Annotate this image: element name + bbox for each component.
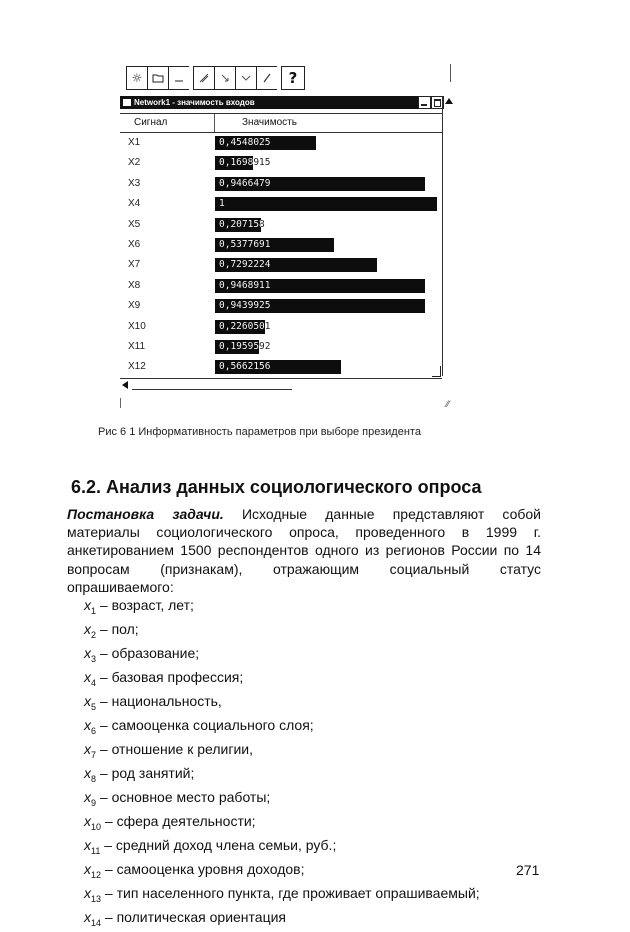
table-row[interactable] <box>120 133 442 153</box>
importance-value: 0,1698915 <box>219 157 271 169</box>
section-heading: 6.2. Анализ данных социологического опроса <box>71 477 482 497</box>
importance-value: 0,7292224 <box>219 259 271 271</box>
list-item <box>84 668 480 692</box>
figure-caption: Рис 6 1 Информативность параметров при выборе президента <box>98 426 421 438</box>
variable-description: – политическая ориентация <box>101 909 287 925</box>
signal-label: X12 <box>128 361 146 373</box>
variable-letter: x <box>84 717 91 733</box>
variable-description: – базовая профессия; <box>96 669 244 685</box>
variable-index: 14 <box>91 917 102 928</box>
horizontal-scrollbar[interactable] <box>120 378 442 391</box>
scroll-up-icon[interactable] <box>445 98 453 104</box>
arrow-icon[interactable] <box>214 66 235 90</box>
variable-letter: x <box>84 909 91 925</box>
variable-index: 4 <box>91 677 97 688</box>
list-item <box>84 812 480 836</box>
list-item <box>84 716 480 740</box>
variable-index: 1 <box>91 605 97 616</box>
variable-symbol <box>84 861 102 880</box>
table-row[interactable] <box>120 255 442 275</box>
variable-letter: x <box>84 645 91 661</box>
variable-index: 11 <box>91 845 101 856</box>
variable-description: – пол; <box>96 621 139 637</box>
table-row[interactable] <box>120 276 442 296</box>
scroll-right-icon[interactable] <box>432 366 446 384</box>
table-row[interactable] <box>120 215 442 235</box>
intro-paragraph <box>67 505 541 596</box>
signal-label: X2 <box>128 157 141 169</box>
variable-symbol <box>84 909 102 928</box>
list-item <box>84 884 480 908</box>
column-divider[interactable] <box>214 114 215 132</box>
importance-bar <box>215 156 437 170</box>
signal-label: X5 <box>128 218 141 230</box>
variable-letter: x <box>84 693 91 709</box>
table-row[interactable] <box>120 194 442 214</box>
importance-value: 0,9439925 <box>219 300 271 312</box>
variable-letter: x <box>84 741 91 757</box>
table-row[interactable] <box>120 235 442 255</box>
vertical-scrollbar[interactable] <box>442 96 455 376</box>
move-icon[interactable] <box>235 66 256 90</box>
variable-letter: x <box>84 597 91 613</box>
table-row[interactable] <box>120 174 442 194</box>
variable-description: – отношение к религии, <box>96 741 253 757</box>
variable-index: 13 <box>91 893 102 904</box>
minimize-icon[interactable] <box>168 66 189 90</box>
variable-index: 6 <box>91 725 97 736</box>
importance-value: 0,2260501 <box>219 320 271 332</box>
importance-bar <box>215 218 437 232</box>
variable-symbol <box>84 813 102 832</box>
folder-open-icon[interactable] <box>147 66 168 90</box>
list-item <box>84 596 480 620</box>
table-row[interactable] <box>120 337 442 357</box>
variable-symbol <box>84 765 97 784</box>
minimize-button[interactable] <box>418 96 431 109</box>
importance-bar <box>215 340 437 354</box>
importance-bar <box>215 197 437 211</box>
page-number: 271 <box>516 862 540 878</box>
importance-value: 0,5377691 <box>219 238 271 250</box>
importance-value: 0,9466479 <box>219 177 271 189</box>
paragraph-lead: Постановка задачи. <box>67 506 224 522</box>
variable-symbol <box>84 717 97 736</box>
window-titlebar[interactable] <box>120 96 434 109</box>
divider <box>450 64 451 82</box>
list-item <box>84 692 480 716</box>
variable-description: – образование; <box>96 645 200 661</box>
signal-label: X7 <box>128 259 141 271</box>
list-item <box>84 908 480 932</box>
scroll-left-icon[interactable] <box>122 381 128 389</box>
importance-bar <box>215 177 437 191</box>
variable-description: – национальность, <box>96 693 222 709</box>
importance-bar <box>215 360 437 374</box>
variable-letter: x <box>84 861 91 877</box>
variable-letter: x <box>84 789 91 805</box>
table-row[interactable] <box>120 317 442 337</box>
variable-symbol <box>84 597 97 616</box>
importance-value: 0,5662156 <box>219 361 271 373</box>
paragraph-body: Исходные данные представляют собой материалы социологического опроса, проведенного в 1999 г. анкетированием 1500 респондентов одного из регионов России по 14 вопросам (признакам), отражающим социальный статус опрашиваемого: <box>67 506 541 595</box>
importance-bar <box>215 136 437 150</box>
variable-symbol <box>84 837 101 856</box>
list-item <box>84 740 480 764</box>
variable-index: 3 <box>91 653 97 664</box>
variable-letter: x <box>84 885 91 901</box>
variable-symbol <box>84 693 97 712</box>
column-header-signal[interactable]: Сигнал <box>134 117 168 128</box>
bar-fill <box>215 197 437 211</box>
variable-index: 2 <box>91 629 97 640</box>
sun-icon[interactable]: ☼ <box>126 66 147 90</box>
variable-description: – возраст, лет; <box>96 597 194 613</box>
table-row[interactable] <box>120 153 442 173</box>
variable-letter: x <box>84 813 91 829</box>
variable-description: – самооценка уровня доходов; <box>101 861 305 877</box>
variable-index: 12 <box>91 869 102 880</box>
variable-index: 5 <box>91 701 97 712</box>
help-icon[interactable]: ? <box>281 66 305 90</box>
list-item <box>84 836 480 860</box>
variable-symbol <box>84 789 97 808</box>
variable-symbol <box>84 885 102 904</box>
scroll-track <box>132 389 292 390</box>
importance-value: 0,207158 <box>219 218 265 230</box>
variable-description: – основное место работы; <box>96 789 271 805</box>
signal-label: X6 <box>128 238 141 250</box>
importance-bar <box>215 238 437 252</box>
signal-label: X3 <box>128 177 141 189</box>
variable-description: – сфера деятельности; <box>101 813 256 829</box>
variable-symbol <box>84 669 97 688</box>
signal-label: X11 <box>128 340 146 352</box>
window-title: Network1 - значимость входов <box>134 98 255 107</box>
signal-label: X9 <box>128 300 141 312</box>
window-icon <box>123 99 131 106</box>
variable-index: 10 <box>91 821 102 832</box>
signal-label: X10 <box>128 320 146 332</box>
column-header-value[interactable]: Значимость <box>242 117 297 128</box>
table-row[interactable] <box>120 296 442 316</box>
importance-value: 0,4548025 <box>219 137 271 148</box>
importance-value: 0,9468911 <box>219 279 271 291</box>
importance-bar <box>215 258 437 272</box>
variable-letter: x <box>84 765 91 781</box>
pencil-icon[interactable] <box>256 66 277 90</box>
variable-list <box>84 596 480 932</box>
resize-grip-icon[interactable]: ⁄⁄ <box>446 400 450 410</box>
divider <box>120 398 121 408</box>
variable-letter: x <box>84 669 91 685</box>
cut-icon[interactable] <box>193 66 214 90</box>
list-item <box>84 860 480 884</box>
variable-symbol <box>84 645 97 664</box>
variable-symbol <box>84 741 97 760</box>
signal-label: X8 <box>128 279 141 291</box>
signal-label: X4 <box>128 198 141 210</box>
signal-table <box>120 133 442 378</box>
variable-index: 7 <box>91 749 97 760</box>
variable-description: – род занятий; <box>96 765 195 781</box>
list-item <box>84 764 480 788</box>
importance-bar <box>215 279 437 293</box>
importance-value: 1 <box>219 198 225 210</box>
variable-description: – средний доход члена семьи, руб.; <box>100 837 337 853</box>
variable-letter: x <box>84 837 91 853</box>
signal-label: X1 <box>128 137 141 148</box>
importance-bar <box>215 299 437 313</box>
table-row[interactable] <box>120 357 442 377</box>
list-item <box>84 644 480 668</box>
importance-bar <box>215 320 437 334</box>
variable-letter: x <box>84 621 91 637</box>
table-header <box>120 113 442 133</box>
variable-index: 8 <box>91 773 97 784</box>
network-window <box>120 96 456 396</box>
variable-description: – самооценка социального слоя; <box>96 717 314 733</box>
toolbar <box>126 66 305 90</box>
list-item <box>84 620 480 644</box>
variable-symbol <box>84 621 97 640</box>
importance-value: 0,1959592 <box>219 340 271 352</box>
variable-index: 9 <box>91 797 97 808</box>
variable-description: – тип населенного пункта, где проживает опрашиваемый; <box>101 885 480 901</box>
list-item <box>84 788 480 812</box>
